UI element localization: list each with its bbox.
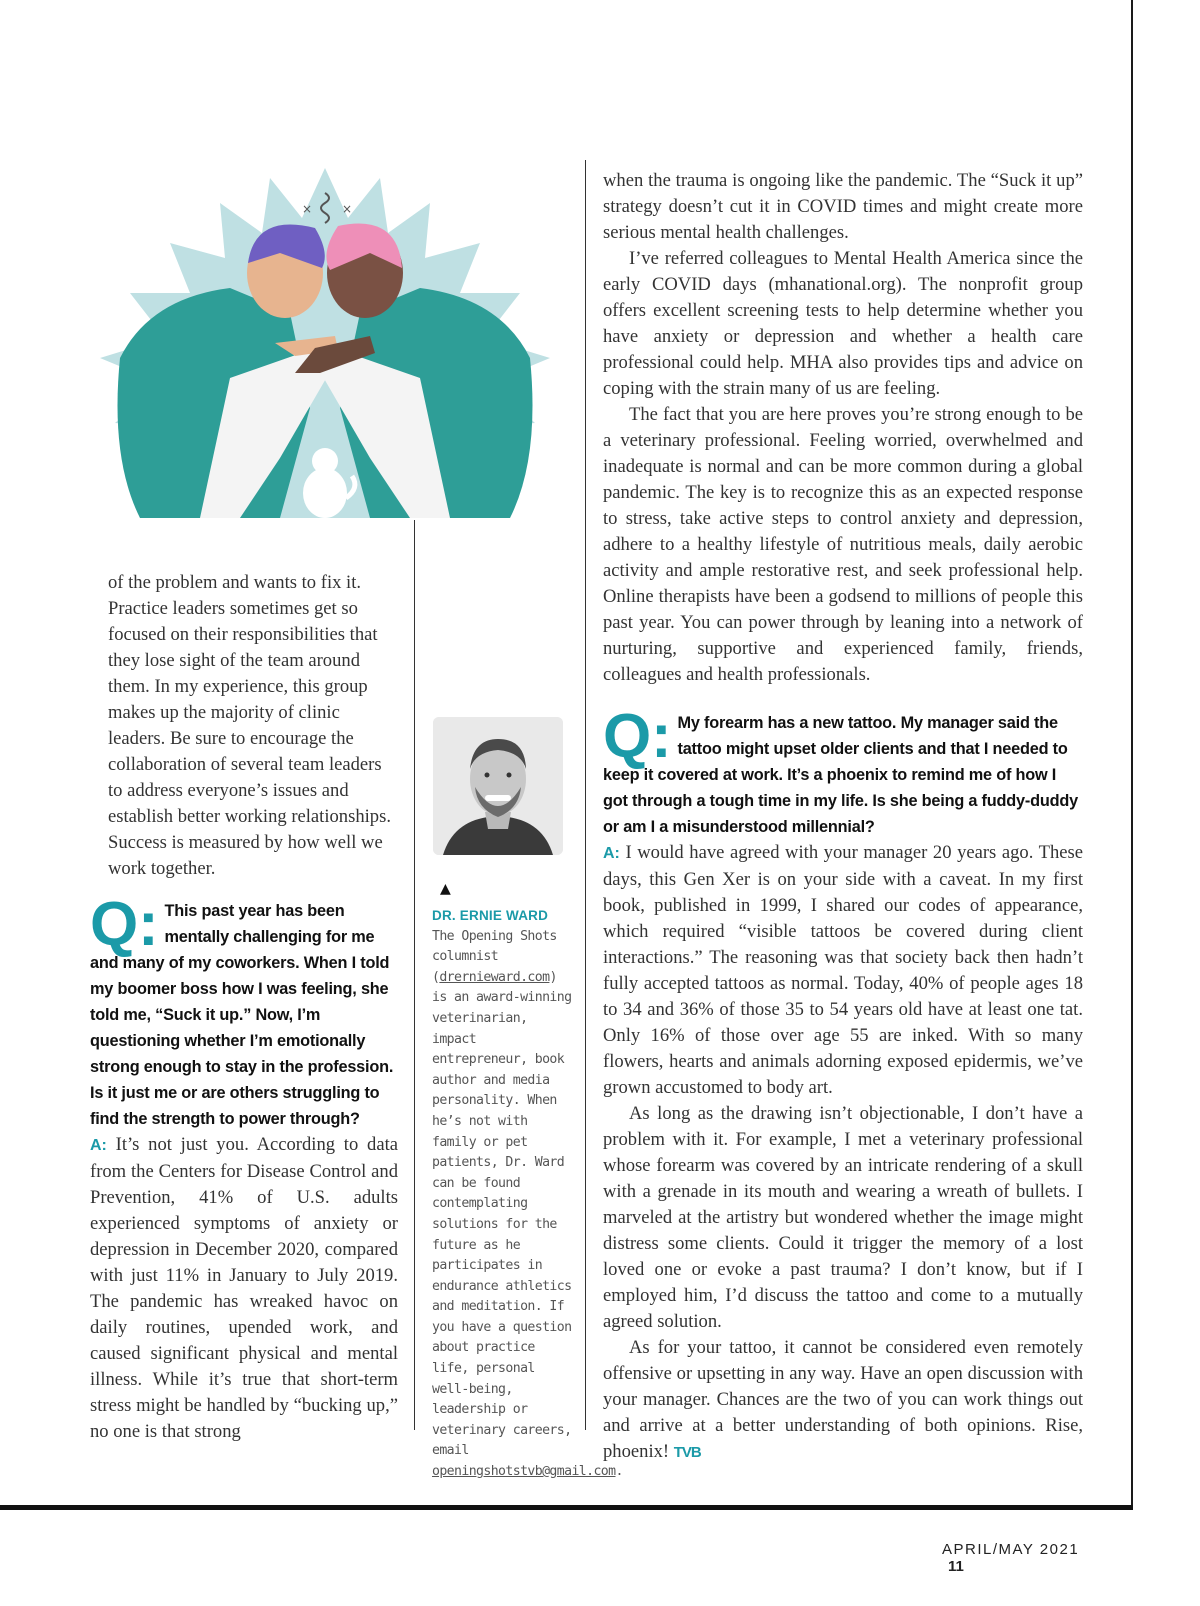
right-paragraph-3: The fact that you are here proves you’re strong enough to be a veterinary professional. Feeling worried, overwhelmed and inadequate is normal and can be more common during a global pandemic. The key is to recognize this as an expected response to stress, take active steps to control anxiety and depression, adhere to a healthy lifestyle of nutritious meals, daily aerobic activity and ample restorative rest, and seek professional help. Online therapists have been a godsend to millions of people this past year. You can power through by leaning into a network of nurturing, supportive and experienced family, friends, colleagues and health professionals. xyxy=(603,404,1083,685)
answer-1-text: It’s not just you. According to data from the Centers for Disease Control and Prevention, 41% of U.S. adults experienced symptoms of anxiety or depression in December 2020, compared with just 11% in January to July 2019. The pandemic has wreaked havoc on daily routines, upended work, and caused significant physical and mental illness. While it’s true that short-term stress might be handled by “bucking up,” no one is that strong xyxy=(90,1134,398,1442)
left-column-top-text xyxy=(108,570,398,882)
svg-text:×: × xyxy=(342,202,353,216)
author-sidebar xyxy=(432,878,623,1483)
author-website-link[interactable]: drernieward.com xyxy=(439,969,550,985)
cat-head-shape xyxy=(312,448,338,474)
page-number: 11 xyxy=(948,1558,964,1575)
cat-body-shape xyxy=(303,468,347,518)
right-paragraph-1: when the trauma is ongoing like the pandemic. The “Suck it up” strategy doesn’t cut it in COVID times and might create more serious mental health challenges. xyxy=(603,170,1083,243)
answer-1 xyxy=(90,1132,398,1445)
author-bio-part-1: The Opening Shots columnist ( xyxy=(432,928,557,985)
footer-rule xyxy=(0,1505,1133,1510)
right-paragraph-2: I’ve referred colleagues to Mental Health America since the early COVID days (mhanational.org). The nonprofit group offers excellent screening tests to help determine whether you have anxiety or depression and whether a health care professional could help. MHA also provides tips and advice on coping with the strain many of us are feeling. xyxy=(603,248,1083,399)
author-bio-part-3: . xyxy=(615,1464,623,1480)
tvb-end-mark: TVB xyxy=(673,1444,701,1461)
left-qa-block xyxy=(90,890,398,1445)
question-2 xyxy=(603,702,1083,840)
issue-date: APRIL/MAY 2021 xyxy=(942,1541,1080,1558)
two-vets-arguing-icon xyxy=(80,158,570,518)
answer-1-label: A: xyxy=(90,1137,107,1154)
author-bio-part-2: ) is an award-winning veterinarian, impact entrepreneur, book author and media personality. When he’s not with family or pet patients, Dr. Ward can be found contemplating solutions for the future as he participates in endurance athletics and meditation. If you have a question about practice life, personal well-being, leadership or veterinary careers, email xyxy=(432,969,572,1459)
question-1 xyxy=(90,890,398,1132)
svg-text:×: × xyxy=(302,202,313,216)
right-paragraph-6-text: As for your tattoo, it cannot be considered even remotely offensive or upsetting in any way. Have an open discussion with your manager. Chances are the two of you can work things out and arrive at a better understanding of both opinions. Rise, phoenix! xyxy=(603,1337,1083,1462)
answer-2-label: A: xyxy=(603,845,620,862)
author-bio xyxy=(432,927,623,1483)
right-paragraph-6 xyxy=(603,1335,1083,1466)
author-photo xyxy=(433,717,563,855)
page-edge-rule xyxy=(1131,0,1133,1505)
author-email-link[interactable]: openingshotstvb@gmail.com xyxy=(432,1464,616,1480)
right-column-rule xyxy=(585,160,586,1430)
author-name: DR. ERNIE WARD xyxy=(432,908,549,923)
question-1-text: This past year has been mentally challenging for me and many of my coworkers. When I told my boomer boss how I was feeling, she told me, “Suck it up.” Now, I’m questioning whether I’m emotionally strong enough to stay in the profession. Is it just me or are others struggling to find the strength to power through? xyxy=(90,902,394,1128)
right-paragraph-5: As long as the drawing isn’t objectionable, I don’t have a problem with it. For example, I met a veterinary professional whose forearm was covered by an intricate rendering of a skull with a grenade in its mouth and wearing a wreath of bullets. I marveled at the artistry but wondered whether the image might distress some clients. Could it trigger the memory of a lost loved one or evoke a past trauma? I don’t know, but if I employed him, I’d discuss the tattoo and come to a mutually agreed solution. xyxy=(603,1103,1083,1332)
question-2-mark: Q: xyxy=(603,702,672,771)
right-column xyxy=(603,168,1083,1466)
footer xyxy=(942,1541,1092,1575)
question-2-text: My forearm has a new tattoo. My manager said the tattoo might upset older clients and that I needed to keep it covered at work. It’s a phoenix to remind me of how I got through a tough time in my life. Is she being a fuddy-duddy or am I a misunderstood millennial? xyxy=(603,714,1078,836)
question-1-mark: Q: xyxy=(90,890,159,959)
answer-2 xyxy=(603,840,1083,1101)
continued-paragraph: of the problem and wants to fix it. Practice leaders sometimes get so focused on their responsibilities that they lose sight of the team around them. In my experience, this group makes up the majority of clinic leaders. Be sure to encourage the collaboration of several team leaders to address everyone’s issues and establish better working relationships. Success is measured by how well we work together. xyxy=(108,572,391,879)
author-portrait-icon xyxy=(433,717,563,855)
up-arrow-icon: ▲ xyxy=(440,878,451,899)
left-column-rule xyxy=(414,520,415,1430)
illustration xyxy=(80,158,570,518)
answer-2-text: I would have agreed with your manager 20 years ago. These days, this Gen Xer is on your side with a caveat. In my first book, published in 1999, I shared our codes of appearance, which required “visible tattoos be covered during client interactions.” The reasoning was that society back then hadn’t fully accepted tattoos as normal. Today, 40% of people ages 18 to 34 and 36% of those 35 to 54 years old have at least one tat. Only 16% of those over age 55 are inked. With so many flowers, hearts and animals adorning exposed epidermis, we’ve grown accustomed to body art. xyxy=(603,842,1083,1098)
